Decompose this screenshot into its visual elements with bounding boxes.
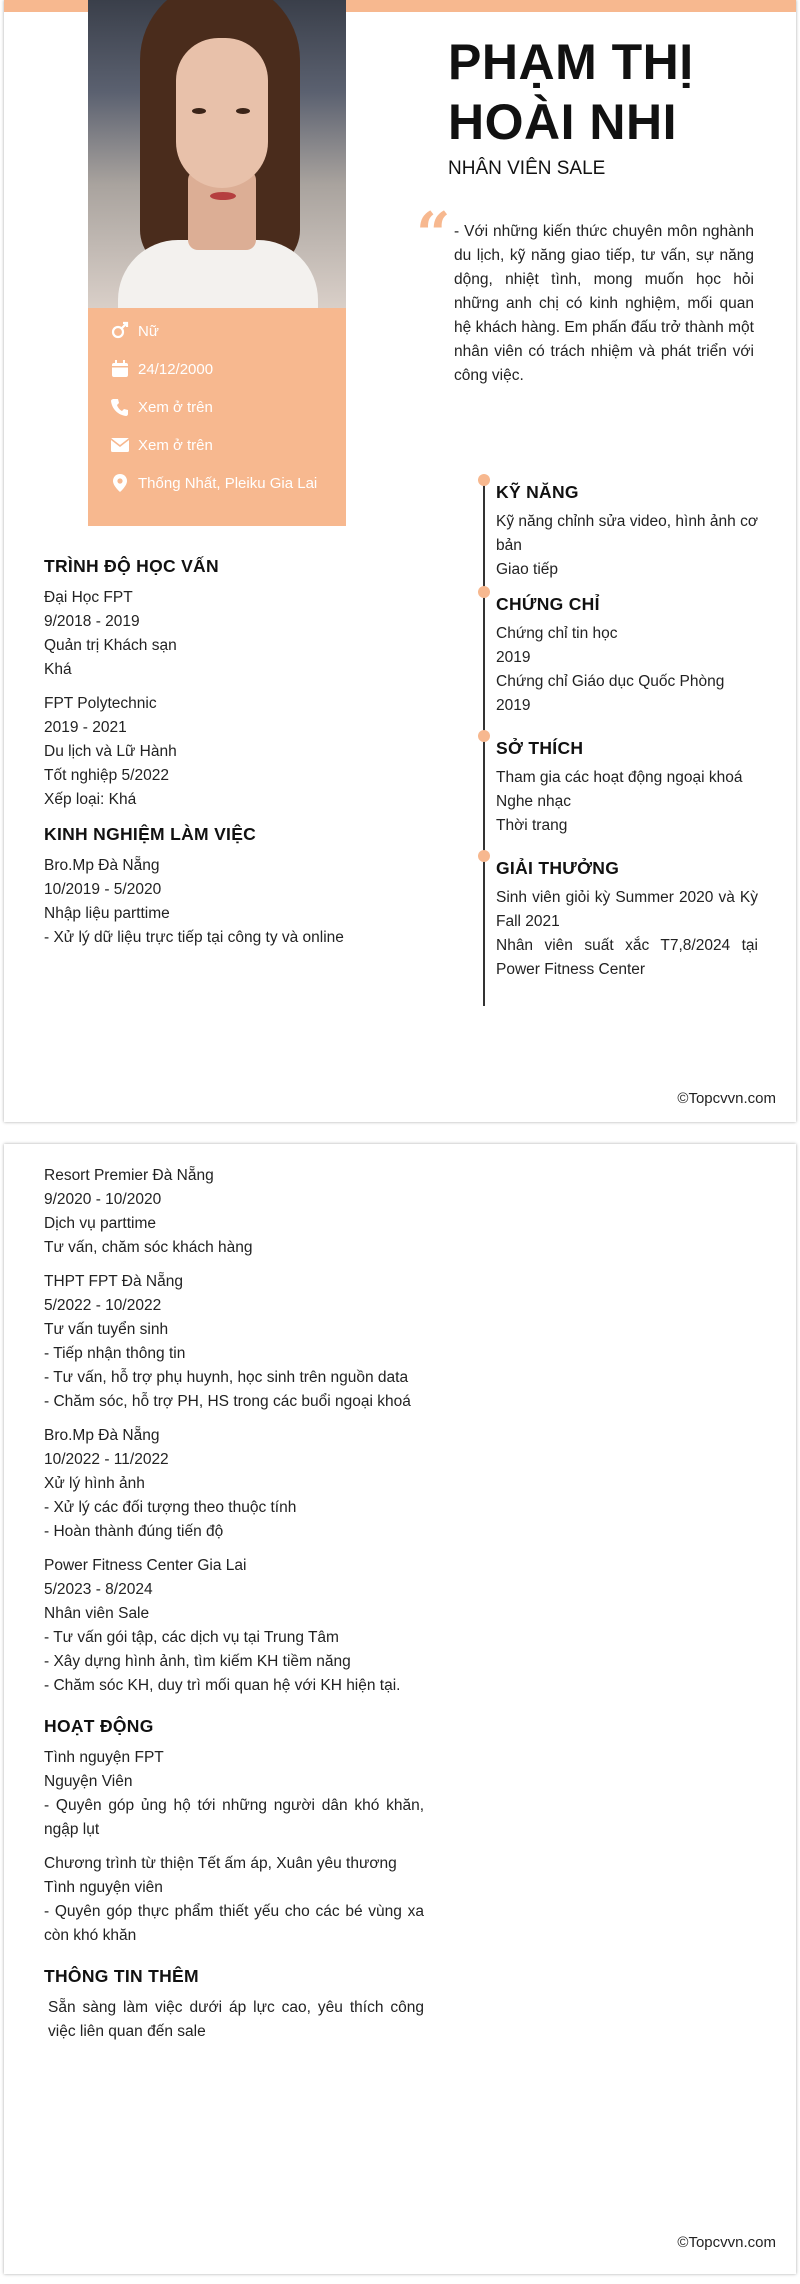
envelope-icon — [110, 435, 130, 455]
candidate-name — [448, 32, 694, 152]
additional-info-text: Sẵn sàng làm việc dưới áp lực cao, yêu thích công việc liên quan đến sale — [48, 1999, 424, 2040]
career-objective: - Với những kiến thức chuyên môn nghành du lịch, kỹ năng giao tiếp, tư vấn, sự năng dộng, nhiệt tình, mong muốn học hỏi những anh chị có kinh nghiệm, mối quan hệ khách hàng. Em phấn đấu trở thành một nhân viên có trách nhiệm và phát triển với công việc. — [454, 223, 754, 384]
phone-row — [110, 396, 213, 418]
additional-info-title: THÔNG TIN THÊM — [44, 1966, 199, 1986]
exp-company: Power Fitness Center Gia Lai — [44, 1557, 247, 1574]
certificates-title: CHỨNG CHỈ — [496, 594, 600, 614]
experience-entry — [44, 1164, 424, 1260]
award-item: Nhân viên suất xắc T7,8/2024 tại Power Fitness Center — [496, 937, 758, 978]
name-line-2: HOÀI NHI — [448, 94, 677, 150]
education-entry — [44, 586, 424, 682]
experience-title: KINH NGHIỆM LÀM VIỆC — [44, 824, 257, 844]
edu-grade: Khá — [44, 661, 72, 678]
exp-company: Bro.Mp Đà Nẵng — [44, 1427, 160, 1444]
timeline-dot — [478, 730, 490, 742]
exp-company: Resort Premier Đà Nẵng — [44, 1167, 214, 1184]
exp-period: 9/2020 - 10/2020 — [44, 1191, 162, 1208]
edu-period: 9/2018 - 2019 — [44, 613, 140, 630]
exp-detail: - Tiếp nhận thông tin — [44, 1345, 186, 1362]
name-line-1: PHẠM THỊ — [448, 34, 694, 90]
activity-detail: - Quyên góp thực phẩm thiết yếu cho các bé vùng xa còn khó khăn — [44, 1903, 424, 1944]
edu-graduation: Tốt nghiệp 5/2022 — [44, 767, 169, 784]
exp-detail: - Xử lý các đối tượng theo thuộc tính — [44, 1499, 297, 1516]
activity-role: Tình nguyện viên — [44, 1879, 163, 1896]
phone-text[interactable]: Xem ở trên — [138, 398, 213, 416]
experience-entry — [44, 854, 424, 950]
footer-brand[interactable]: ©Topcvvn.com — [677, 2234, 776, 2251]
hobbies-title: SỞ THÍCH — [496, 738, 584, 758]
certificate-year: 2019 — [496, 697, 531, 714]
email-row — [110, 434, 213, 456]
exp-position: Xử lý hình ảnh — [44, 1475, 145, 1492]
location-pin-icon — [110, 473, 130, 493]
education-section — [44, 554, 424, 960]
edu-period: 2019 - 2021 — [44, 719, 127, 736]
exp-position: Nhập liệu parttime — [44, 905, 170, 922]
exp-detail: - Xử lý dữ liệu trực tiếp tại công ty và online — [44, 929, 344, 946]
experience-entry — [44, 1424, 424, 1544]
awards-title: GIẢI THƯỞNG — [496, 858, 620, 878]
gender-icon — [110, 321, 130, 341]
gender-text: Nữ — [138, 322, 159, 340]
contact-info-box — [88, 308, 346, 526]
hobby-item: Thời trang — [496, 817, 568, 834]
activity-role: Nguyện Viên — [44, 1773, 133, 1790]
exp-detail: - Chăm sóc, hỗ trợ PH, HS trong các buổi ngoại khoá — [44, 1393, 411, 1410]
activities-title: HOẠT ĐỘNG — [44, 1716, 154, 1736]
timeline-dot — [478, 850, 490, 862]
activity-org: Chương trình từ thiện Tết ấm áp, Xuân yêu thương — [44, 1855, 397, 1872]
education-entry — [44, 692, 424, 812]
edu-school: FPT Polytechnic — [44, 695, 157, 712]
calendar-icon — [110, 359, 130, 379]
skills-section — [496, 480, 758, 582]
certificate-year: 2019 — [496, 649, 531, 666]
exp-detail: - Tư vấn, hỗ trợ phụ huynh, học sinh trên nguồn data — [44, 1369, 409, 1386]
edu-major: Quản trị Khách sạn — [44, 637, 177, 654]
certificate-item: Chứng chỉ Giáo dục Quốc Phòng — [496, 673, 725, 690]
gender-row — [110, 320, 159, 342]
edu-major: Du lịch và Lữ Hành — [44, 743, 177, 760]
experience-continued — [44, 1164, 424, 2044]
hobbies-section — [496, 736, 758, 838]
activity-entry — [44, 1852, 424, 1948]
exp-detail: - Chăm sóc KH, duy trì mối quan hệ với KH hiện tại. — [44, 1677, 401, 1694]
exp-position: Dịch vụ parttime — [44, 1215, 156, 1232]
activity-org: Tình nguyện FPT — [44, 1749, 164, 1766]
address-row — [110, 472, 317, 494]
activity-detail: - Quyên góp ủng hộ tới những người dân khó khăn, ngập lụt — [44, 1797, 424, 1838]
birthday-row — [110, 358, 213, 380]
certificates-section — [496, 592, 758, 718]
exp-position: Tư vấn tuyển sinh — [44, 1321, 169, 1338]
footer-brand[interactable]: ©Topcvvn.com — [677, 1090, 776, 1107]
exp-detail: Tư vấn, chăm sóc khách hàng — [44, 1239, 253, 1256]
award-item: Sinh viên giỏi kỳ Summer 2020 và Kỳ Fall 2021 — [496, 889, 758, 930]
exp-period: 5/2022 - 10/2022 — [44, 1297, 162, 1314]
skill-item: Kỹ năng chỉnh sửa video, hình ảnh cơ bản — [496, 513, 758, 554]
cv-page-2 — [4, 1144, 796, 2274]
edu-grade: Xếp loại: Khá — [44, 791, 137, 808]
address-text: Thống Nhất, Pleiku Gia Lai — [138, 474, 318, 492]
hobby-item: Nghe nhạc — [496, 793, 571, 810]
cv-page-1 — [4, 0, 796, 1122]
skills-title: KỸ NĂNG — [496, 482, 579, 502]
exp-period: 10/2022 - 11/2022 — [44, 1451, 169, 1468]
education-title: TRÌNH ĐỘ HỌC VẤN — [44, 556, 219, 576]
experience-entry — [44, 1554, 424, 1698]
certificate-item: Chứng chỉ tin học — [496, 625, 618, 642]
exp-detail: - Xây dựng hình ảnh, tìm kiếm KH tiềm năng — [44, 1653, 351, 1670]
timeline-dot — [478, 474, 490, 486]
timeline-dot — [478, 586, 490, 598]
job-title: NHÂN VIÊN SALE — [448, 158, 606, 179]
exp-company: THPT FPT Đà Nẵng — [44, 1273, 183, 1290]
exp-detail: - Hoàn thành đúng tiến độ — [44, 1523, 224, 1540]
exp-period: 5/2023 - 8/2024 — [44, 1581, 153, 1598]
exp-company: Bro.Mp Đà Nẵng — [44, 857, 160, 874]
profile-photo — [88, 0, 346, 308]
phone-icon — [110, 397, 130, 417]
edu-school: Đại Học FPT — [44, 589, 133, 606]
awards-section — [496, 856, 758, 982]
exp-position: Nhân viên Sale — [44, 1605, 150, 1622]
activity-entry — [44, 1746, 424, 1842]
skill-item: Giao tiếp — [496, 561, 559, 578]
email-text[interactable]: Xem ở trên — [138, 436, 213, 454]
experience-entry — [44, 1270, 424, 1414]
hobby-item: Tham gia các hoạt động ngoại khoá — [496, 769, 743, 786]
quote-icon: “ — [416, 200, 451, 270]
exp-detail: - Tư vấn gói tập, các dịch vụ tại Trung Tâm — [44, 1629, 339, 1646]
exp-period: 10/2019 - 5/2020 — [44, 881, 162, 898]
birthday-text: 24/12/2000 — [138, 360, 214, 378]
